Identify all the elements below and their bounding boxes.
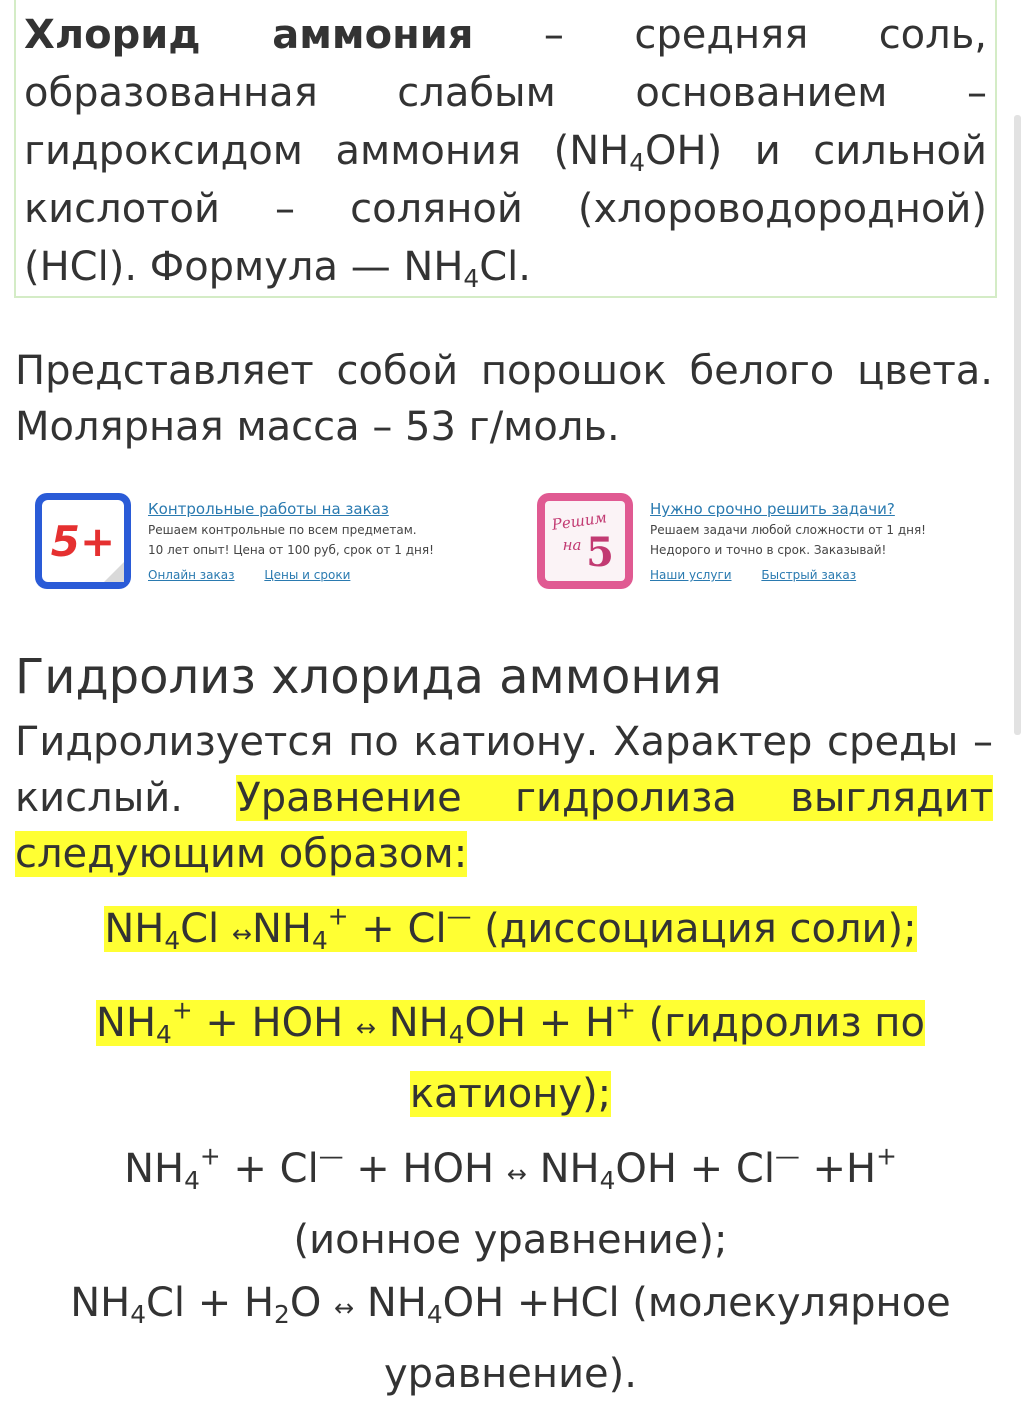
equation-ionic: $NH_4^+ + Cl^—$ + HOH ↔ $NH_4OH + Cl^— +H^+$ (ионное уравнение); (124, 1141, 897, 1263)
equation-dissociation: $NH_4Cl$ $\leftrightarrow NH_4^+ + Cl^—$ (диссоциация соли); (104, 901, 917, 955)
double-arrow-icon: ↔ (355, 1014, 377, 1042)
definition-line: гидроксидом аммония $(NH_4OH)$ и сильной (24, 128, 987, 177)
svg-text:на: на (562, 536, 582, 554)
ad-description: 10 лет опыт! Цена от 100 руб, срок от 1 дня! (148, 543, 434, 557)
svg-text:5: 5 (586, 529, 614, 576)
term-bold: Хлорид аммония (24, 12, 474, 58)
properties-paragraph: Представляет собой порошок белого цвета. Молярная масса – 53 г/моль. (15, 348, 993, 450)
ad-banner-orders[interactable] (34, 490, 504, 600)
solve-on-5-icon[interactable] (536, 492, 634, 590)
ad-description: Решаем контрольные по всем предметам. (148, 523, 417, 537)
ad-link-online-order[interactable]: Онлайн заказ (148, 568, 235, 582)
double-arrow-icon: ↔ (334, 1294, 355, 1322)
ad-link-quick-order[interactable]: Быстрый заказ (761, 568, 857, 582)
ad-description: Недорого и точно в срок. Заказывай! (650, 543, 887, 557)
hydrolysis-paragraph: Гидролизуется по катиону. Характер среды – кислый. Уравнение гидролиза выглядит следующим образом: (15, 719, 993, 877)
highlighted-text: следующим образом: (15, 831, 468, 877)
equation-molecular: $NH_4Cl + H_2O$ ↔ $NH_4OH +HCl$ (молекулярное уравнение). (70, 1280, 951, 1397)
equation-cation-hydrolysis: $NH_4^+$ + HOH ↔ $NH_4OH + H^+$ (гидролиз по катиону); (96, 995, 925, 1117)
definition-line: Хлорид аммония – средняя соль, (24, 12, 988, 58)
section-heading: Гидролиз хлорида аммония (15, 649, 722, 705)
definition-box (14, 0, 997, 298)
ad-banner-tasks[interactable] (536, 490, 1006, 600)
scrollbar[interactable] (1014, 115, 1021, 735)
ad-description: Решаем задачи любой сложности от 1 дня! (650, 523, 926, 537)
definition-line: образованная слабым основанием – (24, 70, 987, 116)
double-arrow-icon: ↔ (231, 920, 252, 948)
ad-link-services[interactable]: Наши услуги (650, 568, 732, 582)
double-arrow-icon: ↔ (506, 1160, 527, 1188)
ad-title-link[interactable]: Контрольные работы на заказ (148, 500, 389, 518)
grade-5plus-icon[interactable] (34, 492, 132, 590)
svg-text:Решим: Решим (550, 508, 608, 534)
highlighted-text: Уравнение гидролиза выглядит (236, 775, 993, 821)
ad-link-prices[interactable]: Цены и сроки (264, 568, 351, 582)
svg-text:5+: 5+ (50, 517, 116, 566)
definition-line: кислотой – соляной (хлороводородной) (24, 186, 987, 232)
ad-title-link[interactable]: Нужно срочно решить задачи? (650, 500, 895, 518)
definition-line: (HCl). Формула — $NH_4Cl$. (24, 244, 531, 293)
